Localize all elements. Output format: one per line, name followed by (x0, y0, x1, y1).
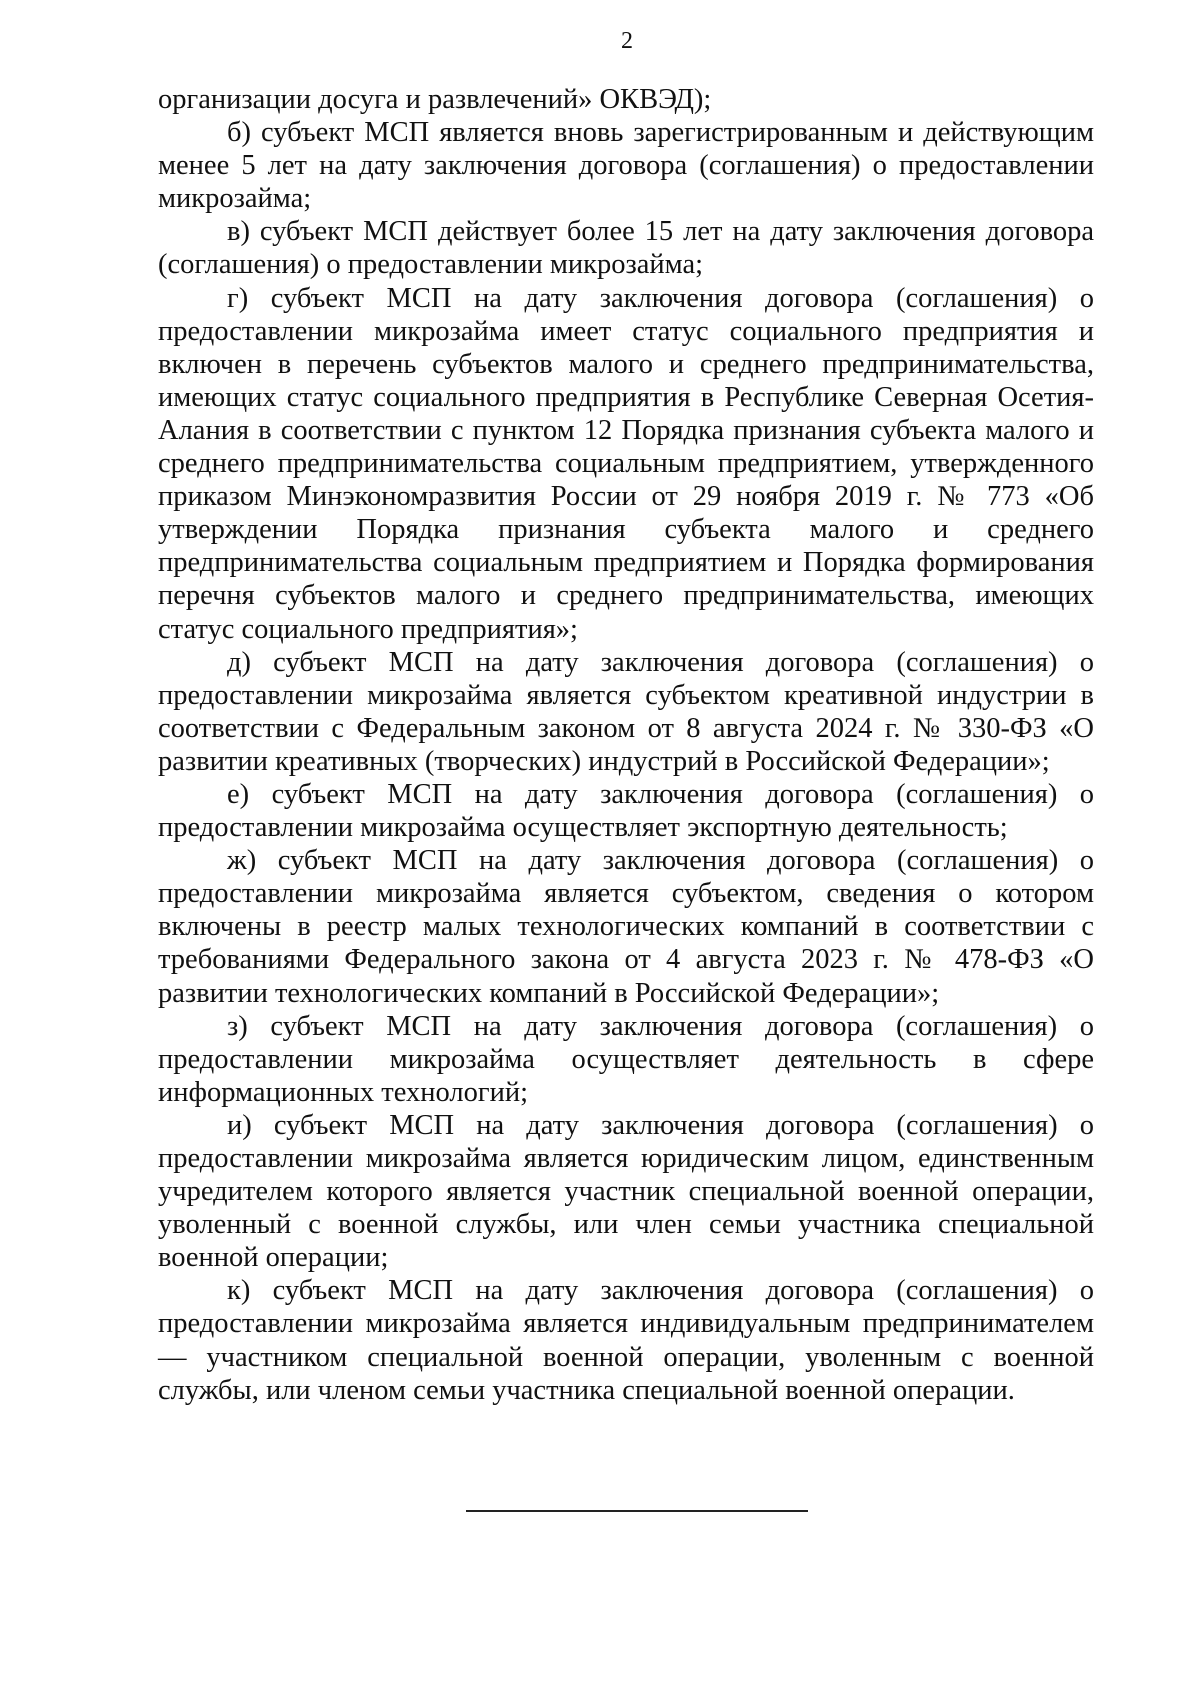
paragraph-item-e: е) субъект МСП на дату заключения договора (соглашения) о предоставлении микрозайма осуществляет экспортную деятельность; (158, 778, 1094, 844)
document-body (158, 83, 1094, 1407)
end-divider-line (466, 1510, 808, 1512)
paragraph-item-z: з) субъект МСП на дату заключения договора (соглашения) о предоставлении микрозайма осуществляет деятельность в сфере информационных технологий; (158, 1010, 1094, 1108)
paragraph-item-d: д) субъект МСП на дату заключения договора (соглашения) о предоставлении микрозайма является субъектом креативной индустрии в соответствии с Федеральным законом от 8 августа 2024 г. № 330-ФЗ «О развитии креативных (творческих) индустрий в Российской Федерации»; (158, 646, 1094, 777)
page-number: 2 (621, 28, 633, 54)
paragraph-continuation: организации досуга и развлечений» ОКВЭД); (158, 84, 712, 115)
paragraph-item-b: б) субъект МСП является вновь зарегистрированным и действующим менее 5 лет на дату заключения договора (соглашения) о предоставлении микрозайма; (158, 117, 1094, 215)
paragraph-item-g: г) субъект МСП на дату заключения договора (соглашения) о предоставлении микрозайма имеет статус социального предприятия и включен в перечень субъектов малого и среднего предпринимательства, имеющих статус социального предприятия в Республике Северная Осетия-Алания в соответствии с пунктом 12 Порядка признания субъекта малого и среднего предпринимательства социальным предприятием, утвержденного приказом Минэкономразвития России от 29 ноября 2019 г. № 773 «Об утверждении Порядка признания субъекта малого и среднего предпринимательства социальным предприятием и Порядка формирования перечня субъектов малого и среднего предпринимательства, имеющих статус социального предприятия»; (158, 282, 1094, 645)
paragraph-item-k: к) субъект МСП на дату заключения договора (соглашения) о предоставлении микрозайма является индивидуальным предпринимателем — участником специальной военной операции, уволенным с военной службы, или членом семьи участника специальной военной операции. (158, 1275, 1094, 1406)
paragraph-item-zh: ж) субъект МСП на дату заключения договора (соглашения) о предоставлении микрозайма является субъектом, сведения о котором включены в реестр малых технологических компаний в соответствии с требованиями Федерального закона от 4 августа 2023 г. № 478-ФЗ «О развитии технологических компаний в Российской Федерации»; (158, 845, 1094, 1009)
paragraph-item-v: в) субъект МСП действует более 15 лет на дату заключения договора (соглашения) о предоставлении микрозайма; (158, 216, 1094, 281)
paragraph-item-i: и) субъект МСП на дату заключения договора (соглашения) о предоставлении микрозайма является юридическим лицом, единственным учредителем которого является участник специальной военной операции, уволенный с военной службы, или член семьи участника специальной военной операции; (158, 1109, 1094, 1274)
